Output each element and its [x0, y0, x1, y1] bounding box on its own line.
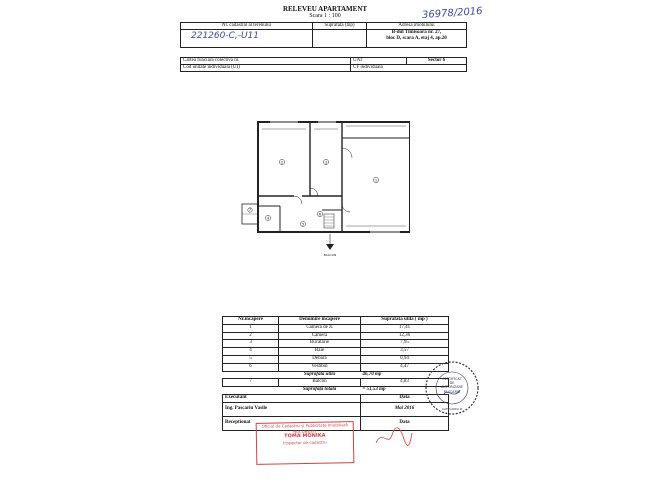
room-area: 12,36 — [361, 332, 449, 340]
total-area-label: Suprafața totala — [279, 387, 361, 395]
area-header: Suprafata (mp) — [313, 23, 367, 30]
room-area: 0,94 — [361, 355, 449, 363]
executant-date: Mai 2016 — [361, 402, 449, 416]
room-number-1: 1 — [374, 178, 378, 183]
cadastral-header-table — [180, 22, 467, 48]
stamp-line-office: Oficiul de Cadastru și Publicitate Imobiliară — [261, 422, 348, 429]
room-number-header: Nr.incapere — [223, 317, 279, 325]
room-area: 3,57 — [361, 348, 449, 356]
room-number-6: 6 — [318, 212, 322, 217]
useful-area-row — [223, 371, 449, 379]
land-book-table — [180, 57, 467, 72]
land-book-label: Cartea funciara colectiva nr. — [181, 58, 351, 65]
receptionat-label: Receptionat — [223, 416, 361, 430]
seal-line-4: PASCARIU — [443, 390, 461, 394]
inspector-signature — [374, 425, 414, 449]
cadastral-number-value: 221260-C,-U11 — [191, 31, 260, 42]
rooms-table — [222, 316, 448, 431]
table-row — [223, 332, 449, 340]
room-nr: 1 — [223, 324, 279, 332]
document-title: RELEVEU APARTAMENT — [282, 5, 368, 13]
authorization-seal — [424, 360, 480, 416]
useful-area-label: Suprafata utila — [279, 371, 361, 379]
seal-line-5: CATEGORIA B — [441, 407, 463, 411]
room-nr: 4 — [223, 348, 279, 356]
table-row — [223, 379, 449, 387]
room-nr: 5 — [223, 355, 279, 363]
executant-name: Ing. Pascariu Vasile — [223, 402, 361, 416]
stamp-inspector-name: TOMA MONIKA — [284, 432, 326, 440]
total-area-value: 51,53 mp — [366, 387, 386, 393]
stamp-line-city: BUCUREȘTI — [293, 428, 317, 434]
room-nr: 3 — [223, 340, 279, 348]
address-header: Adresa imobilului — [367, 23, 467, 30]
area-value-cell — [313, 30, 367, 48]
uat-label: UAT — [351, 58, 407, 65]
cadastral-number-cell — [181, 30, 313, 48]
room-nr: 6 — [223, 363, 279, 371]
room-name: Camera — [279, 332, 361, 340]
balcony-area: 4,83 — [361, 379, 449, 387]
seal-line-1: CERTIFICAT — [442, 377, 462, 381]
room-name: Vestibul — [279, 363, 361, 371]
receptionat-data-label: Data — [361, 416, 449, 430]
cadastre-office-stamp — [256, 421, 355, 465]
cadastral-number-header: Nr. cadastral al terenului — [181, 23, 313, 30]
room-area: 4,47 — [361, 363, 449, 371]
sector-value: Sector 6 — [407, 58, 467, 65]
room-nr: 2 — [223, 332, 279, 340]
table-row — [223, 324, 449, 332]
address-line-2: bloc D, scara A, etaj 4, ap.20 — [386, 36, 447, 42]
room-name: Debara — [279, 355, 361, 363]
executant-label: Executant — [223, 394, 361, 402]
table-row — [223, 340, 449, 348]
room-number-5: 5 — [301, 222, 305, 227]
executant-data-label: Data — [361, 394, 449, 402]
room-number-3: 3 — [324, 160, 328, 165]
seal-line-2: DE — [449, 381, 455, 385]
floor-plan — [240, 114, 410, 259]
room-name: Baie — [279, 348, 361, 356]
useful-area-value: 46,70 mp — [361, 371, 449, 379]
address-cell — [367, 30, 467, 48]
unit-code-label: Cod unitate individuala (UI) — [181, 65, 351, 72]
room-area-header: Suprafata utila ( mp ) — [361, 317, 449, 325]
cf-label: CF individuala — [351, 65, 467, 72]
table-row — [223, 355, 449, 363]
room-name-header: Denumire incapere — [279, 317, 361, 325]
document-page — [174, 0, 483, 500]
stamp-inspector-role: Inspector de cadastru — [283, 439, 327, 445]
balcony-label: BALCON — [323, 253, 337, 257]
document-scale: Scara 1 : 100 — [309, 13, 341, 19]
total-area-equals: = — [362, 387, 366, 393]
balcony-nr: 7 — [223, 379, 279, 387]
balcony-name: Balcon — [279, 379, 361, 387]
room-name: Bucatarie — [279, 340, 361, 348]
room-number-4: 4 — [266, 216, 270, 221]
room-area: 17,41 — [361, 324, 449, 332]
table-row — [223, 348, 449, 356]
seal-line-3: AUTORIZARE — [440, 385, 464, 389]
room-name: Camera de zi — [279, 324, 361, 332]
room-number-2: 2 — [280, 160, 284, 165]
handwritten-registration-number: 36978/2016 — [421, 5, 483, 22]
room-number-7: 7 — [248, 208, 252, 213]
table-row — [223, 363, 449, 371]
address-line-1: B-dul Timisoara nr. 27, — [391, 30, 442, 36]
total-area-row — [223, 387, 449, 395]
room-area: 7,95 — [361, 340, 449, 348]
